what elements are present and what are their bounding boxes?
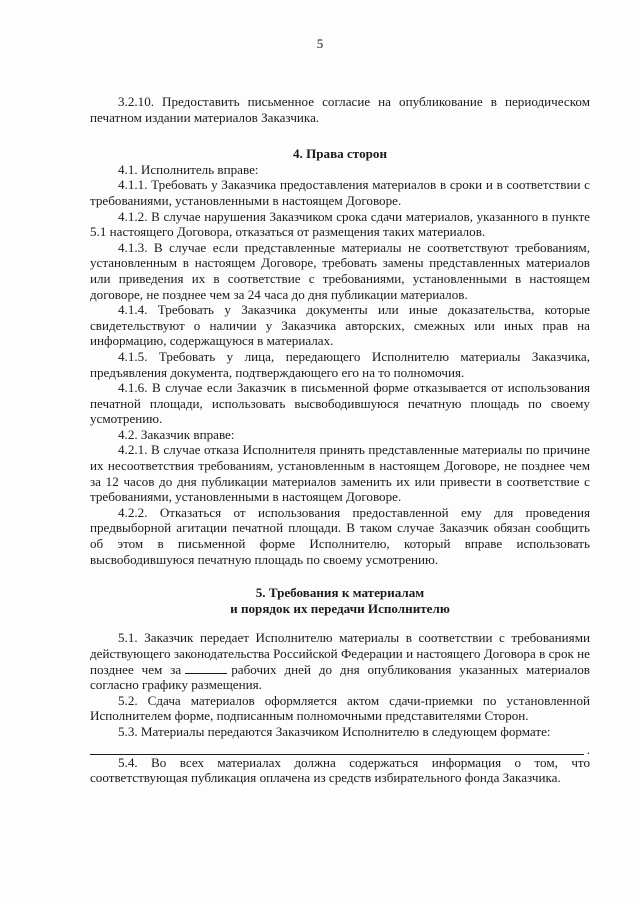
paragraph-5-3: 5.3. Материалы передаются Заказчиком Исполнителю в следующем формате: xyxy=(118,723,551,739)
paragraph-4-1-4: 4.1.4. Требовать у Заказчика документы или иные доказательства, которые свидетельствуют о наличии у Заказчика авторских, смежных или иных прав на информацию, содержащуюся в материалах. xyxy=(90,302,590,349)
days-blank-field xyxy=(185,662,227,674)
section-4-title: 4. Права сторон xyxy=(293,146,387,162)
paragraph-4-1: 4.1. Исполнитель вправе: xyxy=(118,161,259,177)
paragraph-4-1-5: 4.1.5. Требовать у лица, передающего Исполнителю материалы Заказчика, предъявления документа, подтверждающего его на то полномочия. xyxy=(90,348,590,380)
paragraph-5-1-start: 5.1. Заказчик передает Исполнителю материалы в соответствии с требованиями действующего законодательства Российской Федерации и настоящего Договора в срок не позднее чем за xyxy=(90,630,590,677)
document-body xyxy=(90,94,590,786)
paragraph-5-1 xyxy=(90,630,590,692)
paragraph-5-1-end: рабочих дней до дня опубликования указанных материалов согласно графику размещения. xyxy=(90,661,590,693)
paragraph-4-1-1: 4.1.1. Требовать у Заказчика предоставления материалов в сроки и в соответствии с требованиями, установленными в настоящем Договоре. xyxy=(90,177,590,208)
format-blank-line xyxy=(90,740,590,757)
paragraph-4-1-2: 4.1.2. В случае нарушения Заказчиком срока сдачи материалов, указанного в пункте 5.1 настоящего Договора, отказаться от размещения таких материалов. xyxy=(90,208,590,240)
paragraph-5-4: 5.4. Во всех материалах должна содержаться информация о том, что соответствующая публикация оплачена из средств избирательного фонда Заказчика. xyxy=(90,754,590,786)
section-5-title-line-2: и порядок их передачи Исполнителю xyxy=(230,600,450,616)
format-blank-line-end: . xyxy=(586,741,590,757)
paragraph-5-2: 5.2. Сдача материалов оформляется актом сдачи-приемки по установленной Исполнителем форме, подписанным полномочными представителями Сторон. xyxy=(90,692,590,724)
section-5-title-line-1: 5. Требования к материалам xyxy=(255,585,425,601)
paragraph-4-2-2: 4.2.2. Отказаться от использования предоставленной ему для проведения предвыборной агитации печатной площади. В таком случае Заказчик обязан сообщить об этом в письменной форме Исполнителю, который вправе использовать высвободившуюся печатную площадь по своему усмотрению. xyxy=(90,504,590,567)
paragraph-4-2: 4.2. Заказчик вправе: xyxy=(118,426,235,442)
paragraph-4-2-1: 4.2.1. В случае отказа Исполнителя принять представленные материалы по причине их несоответствия требованиям, установленным в настоящем Договоре, не позднее чем за 12 часов до дня публикации материалов заменить их или привести в соответствие с требованиями, установленными в настоящем Договоре. xyxy=(90,442,590,505)
page-number: 5 xyxy=(316,36,324,51)
paragraph-3-2-10: 3.2.10. Предоставить письменное согласие на опубликование в периодическом печатном издании материалов Заказчика. xyxy=(90,94,590,125)
paragraph-4-1-3: 4.1.3. В случае если представленные материалы не соответствуют требованиям, установленным в настоящем Договоре, требовать замены представленных материалов или приведения их в соответствие с требованиями, установленными в настоящем договоре, не позднее чем за 24 часа до дня публикации материалов. xyxy=(90,239,590,302)
paragraph-4-1-6: 4.1.6. В случае если Заказчик в письменной форме отказывается от использования печатной площади, использовать высвободившуюся печатную площадь по своему усмотрению. xyxy=(90,380,590,427)
